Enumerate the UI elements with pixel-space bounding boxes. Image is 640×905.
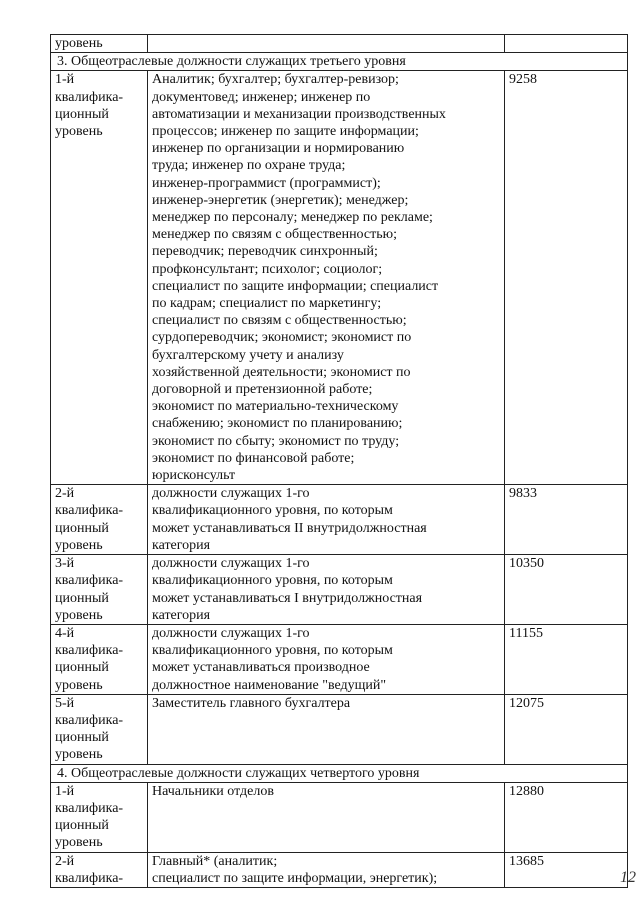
desc-cell: должности служащих 1-го квалификационного уровня, по которым может устанавливаться I внутридолжностная категория <box>148 555 505 625</box>
table-row <box>51 71 628 485</box>
table-row <box>51 852 628 887</box>
table-row <box>51 694 628 764</box>
desc-cell: должности служащих 1-го квалификационного уровня, по которым может устанавливаться II внутридолжностная категория <box>148 485 505 555</box>
level-cell: уровень <box>51 35 148 53</box>
value-cell <box>505 35 628 53</box>
section-header-row <box>51 53 628 71</box>
value-cell: 12075 <box>505 694 628 764</box>
desc-cell: должности служащих 1-го квалификационного уровня, по которым может устанавливаться производное должностное наименование "ведущий" <box>148 624 505 694</box>
desc-cell: Заместитель главного бухгалтера <box>148 694 505 764</box>
level-cell: 1-й квалифика- ционный уровень <box>51 782 148 852</box>
value-cell: 10350 <box>505 555 628 625</box>
level-cell: 2-й квалифика- ционный уровень <box>51 485 148 555</box>
level-cell: 5-й квалифика- ционный уровень <box>51 694 148 764</box>
section-header-row <box>51 764 628 782</box>
desc-cell <box>148 35 505 53</box>
tariff-table <box>50 34 628 888</box>
desc-cell: Аналитик; бухгалтер; бухгалтер-ревизор; документовед; инженер; инженер по автоматизации и механизации производственных процессов; инженер по защите информации; инженер по организации и нормированию труда; инженер по охране труда; инженер-программист (программист); инженер-энергетик (энергетик); менеджер; менеджер по персоналу; менеджер по рекламе; менеджер по связям с общественностью; переводчик; переводчик синхронный; профконсультант; психолог; социолог; специалист по защите информации; специалист по кадрам; специалист по маркетингу; специалист по связям с общественностью; сурдопереводчик; экономист; экономист по бухгалтерскому учету и анализу хозяйственной деятельности; экономист по договорной и претензионной работе; экономист по материально-техническому снабжению; экономист по планированию; экономист по сбыту; экономист по труду; экономист по финансовой работе; юрисконсульт <box>148 71 505 485</box>
level-cell: 1-й квалифика- ционный уровень <box>51 71 148 485</box>
value-cell: 13685 <box>505 852 628 887</box>
level-cell: 3-й квалифика- ционный уровень <box>51 555 148 625</box>
level-cell: 4-й квалифика- ционный уровень <box>51 624 148 694</box>
table-row <box>51 782 628 852</box>
value-cell: 9833 <box>505 485 628 555</box>
page-corner-mark: 12 <box>620 869 636 886</box>
level-cell: 2-й квалифика- <box>51 852 148 887</box>
section-title: 4. Общеотраслевые должности служащих четвертого уровня <box>51 764 628 782</box>
table-row <box>51 35 628 53</box>
table-row <box>51 624 628 694</box>
table-row <box>51 555 628 625</box>
value-cell: 12880 <box>505 782 628 852</box>
value-cell: 11155 <box>505 624 628 694</box>
desc-cell: Начальники отделов <box>148 782 505 852</box>
value-cell: 9258 <box>505 71 628 485</box>
table-row <box>51 485 628 555</box>
desc-cell: Главный* (аналитик; специалист по защите информации, энергетик); <box>148 852 505 887</box>
section-title: 3. Общеотраслевые должности служащих третьего уровня <box>51 53 628 71</box>
